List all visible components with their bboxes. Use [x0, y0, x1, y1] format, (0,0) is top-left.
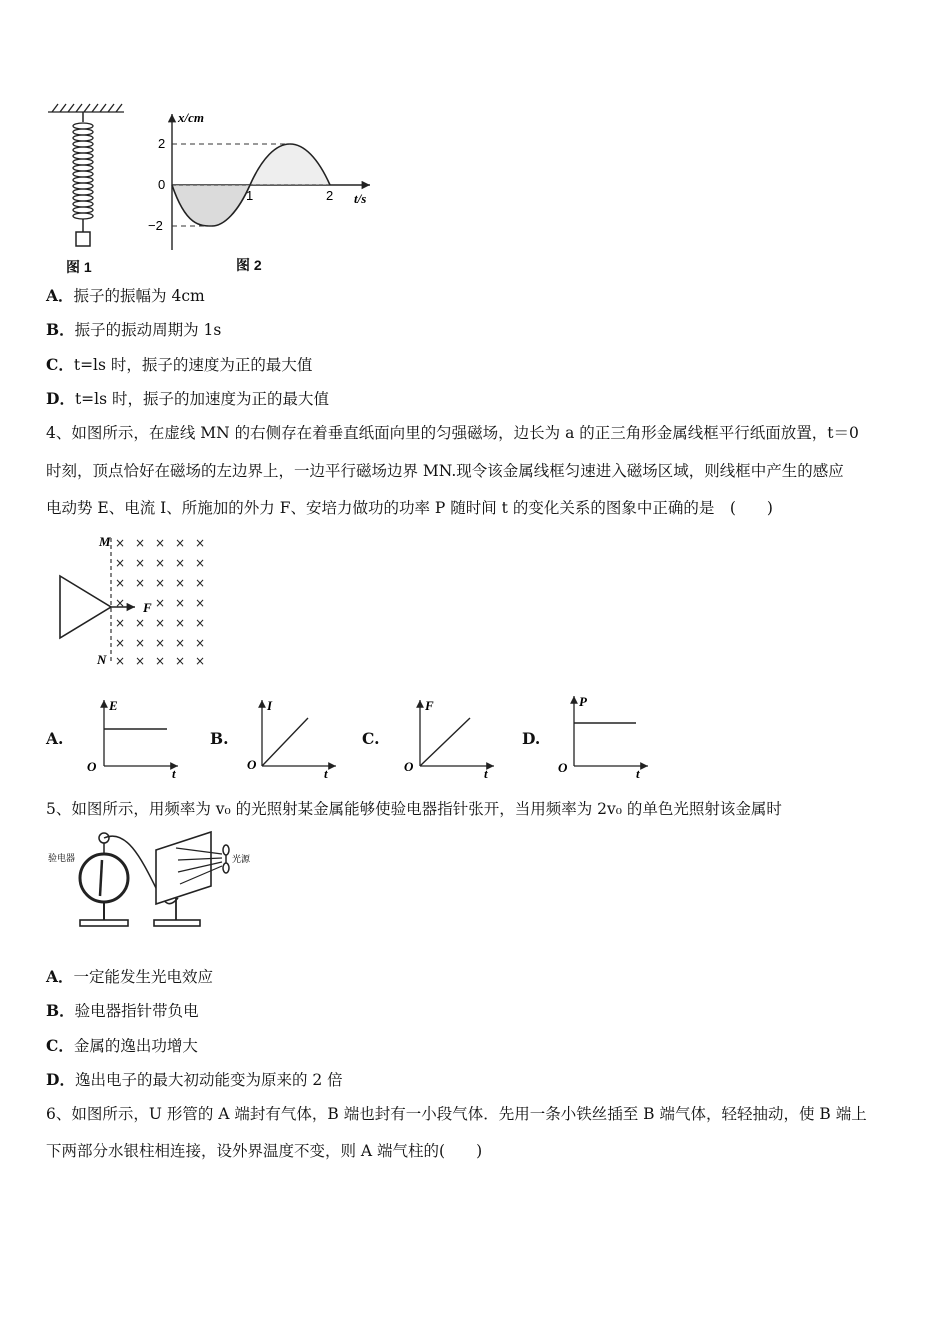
graph-b-xlabel: t [324, 766, 328, 780]
svg-text:×: × [115, 596, 126, 610]
svg-text:×: × [195, 576, 206, 590]
graph-c-xlabel: t [484, 766, 488, 780]
option-letter: C． [46, 355, 74, 374]
q4-stem-line2: 时刻，顶点恰好在磁场的左边界上，一边平行磁场边界 MN.现令该金属线框匀速进入磁场区域，则线框中产生的感应 [46, 462, 844, 480]
q6-stem-line1: 6、如图所示，U 形管的 A 端封有气体，B 端也封有一小段气体．先用一条小铁丝插至 B 端气体，轻轻抽动，使 B 端上 [46, 1105, 867, 1123]
option-letter: C． [46, 1036, 74, 1055]
q4-stem-line3: 电动势 E、电流 I、所施加的外力 F、安培力做功的功率 P 随时间 t 的变化关系的图象中正确的是 ( ) [46, 499, 773, 517]
svg-text:×: × [195, 536, 206, 550]
option-letter: A． [46, 286, 74, 305]
q4-option-d-letter: D. [522, 729, 541, 748]
graph-a-ylabel: E [109, 698, 118, 713]
q5-option-a [46, 967, 213, 987]
option-text: 振子的振幅为 4cm [73, 287, 205, 305]
svg-text:×: × [155, 556, 166, 570]
svg-text:×: × [135, 616, 146, 630]
q5-option-d [46, 1070, 343, 1090]
svg-text:×: × [175, 596, 186, 610]
option-text: 金属的逸出功增大 [73, 1037, 198, 1055]
svg-text:×: × [135, 576, 146, 590]
label-n: N [97, 652, 107, 667]
svg-text:×: × [115, 636, 126, 650]
y-axis-label: x/cm [178, 110, 204, 125]
option-text: 振子的振动周期为 1s [74, 321, 222, 339]
q5-electroscope-figure [46, 828, 256, 938]
graph-a-xlabel: t [172, 766, 176, 780]
svg-text:×: × [175, 536, 186, 550]
option-text: 逸出电子的最大初动能变为原来的 2 倍 [74, 1071, 343, 1089]
graph-d-origin: O [558, 760, 568, 775]
option-letter: D． [46, 1070, 75, 1089]
q4-option-b-letter: B. [210, 729, 229, 748]
graph-b-ylabel: I [267, 698, 273, 713]
option-text: 验电器指针带负电 [74, 1002, 199, 1020]
option-letter: B． [46, 1001, 75, 1020]
metal-plate [156, 832, 211, 904]
mass-block [76, 232, 90, 246]
option-letter: A． [46, 967, 74, 986]
svg-text:×: × [175, 576, 186, 590]
y-tick-neg2: −2 [148, 218, 163, 233]
svg-text:×: × [155, 576, 166, 590]
svg-text:×: × [155, 596, 166, 610]
svg-text:×: × [195, 654, 206, 668]
svg-text:×: × [195, 616, 206, 630]
svg-text:×: × [175, 556, 186, 570]
x-tick-2: 2 [326, 188, 334, 203]
q6-stem-line2: 下两部分水银柱相连接，设外界温度不变，则 A 端气柱的( ) [46, 1142, 483, 1160]
triangle-frame [60, 576, 111, 638]
q4-field-figure [55, 532, 215, 670]
x-axis-label: t/s [354, 191, 367, 206]
q4-option-c-letter: C. [362, 729, 380, 748]
svg-text:×: × [115, 556, 126, 570]
svg-text:×: × [175, 654, 186, 668]
svg-text:×: × [135, 636, 146, 650]
q4-graph-d [552, 692, 652, 780]
svg-text:×: × [115, 616, 126, 630]
svg-text:×: × [195, 556, 206, 570]
q4-graph-c [398, 696, 498, 780]
svg-text:×: × [135, 536, 146, 550]
graph-a-origin: O [87, 759, 97, 774]
figure-2-label: 图 2 [236, 257, 262, 273]
q3-option-d [46, 389, 329, 409]
option-text: t=ls 时，振子的加速度为正的最大值 [74, 390, 330, 408]
svg-text:×: × [155, 654, 166, 668]
electroscope-body [80, 854, 128, 902]
q5-option-c [46, 1036, 198, 1056]
figure-1-label: 图 1 [66, 259, 92, 275]
option-text: t=ls 时，振子的速度为正的最大值 [73, 356, 313, 374]
svg-text:×: × [115, 536, 126, 550]
graph-d-xlabel: t [636, 766, 640, 780]
q3-option-a [46, 286, 205, 306]
svg-text:×: × [195, 596, 206, 610]
spring-coil [73, 123, 93, 219]
electroscope-label: 验电器 [48, 854, 76, 864]
x-tick-1: 1 [246, 188, 254, 203]
q4-option-a-letter: A. [46, 729, 64, 748]
option-text: 一定能发生光电效应 [73, 968, 214, 986]
y-tick-2: 2 [158, 136, 166, 151]
q3-option-c [46, 355, 312, 375]
graph-c-ylabel: F [425, 698, 434, 713]
q4-stem-line1: 4、如图所示，在虚线 MN 的右侧存在着垂直纸面向里的匀强磁场，边长为 a 的正三角形金属线框平行纸面放置，t＝0 [46, 424, 859, 442]
q4-graph-a [82, 696, 182, 780]
ceiling-hatch [48, 104, 124, 112]
option-letter: B． [46, 320, 75, 339]
svg-text:×: × [155, 536, 166, 550]
q5-option-b [46, 1001, 199, 1021]
svg-text:×: × [155, 616, 166, 630]
q5-stem-line1: 5、如图所示，用频率为 v₀ 的光照射某金属能够使验电器指针张开，当用频率为 2v₀ 的单色光照射该金属时 [46, 800, 782, 818]
label-f: F [143, 600, 152, 615]
positive-lobe-shade [250, 144, 330, 185]
svg-text:×: × [175, 636, 186, 650]
label-m: M [99, 534, 111, 549]
y-tick-0: 0 [158, 177, 166, 192]
graph-b-origin: O [247, 757, 257, 772]
graph-b-curve [262, 718, 308, 766]
svg-text:×: × [115, 654, 126, 668]
svg-text:×: × [115, 576, 126, 590]
figure-1-spring [40, 100, 135, 260]
graph-c-origin: O [404, 759, 414, 774]
option-letter: D． [46, 389, 75, 408]
svg-text:×: × [175, 616, 186, 630]
svg-text:×: × [135, 556, 146, 570]
svg-text:×: × [155, 636, 166, 650]
q4-graph-b [240, 696, 340, 780]
graph-d-ylabel: P [579, 694, 587, 709]
graph-c-curve [420, 718, 470, 766]
field-crosses [115, 536, 205, 668]
figure-2-graph [148, 108, 388, 258]
svg-text:×: × [135, 654, 146, 668]
light-source-icon [223, 845, 229, 873]
light-source-label: 光源 [232, 855, 251, 865]
q3-option-b [46, 320, 221, 340]
svg-text:×: × [195, 636, 206, 650]
